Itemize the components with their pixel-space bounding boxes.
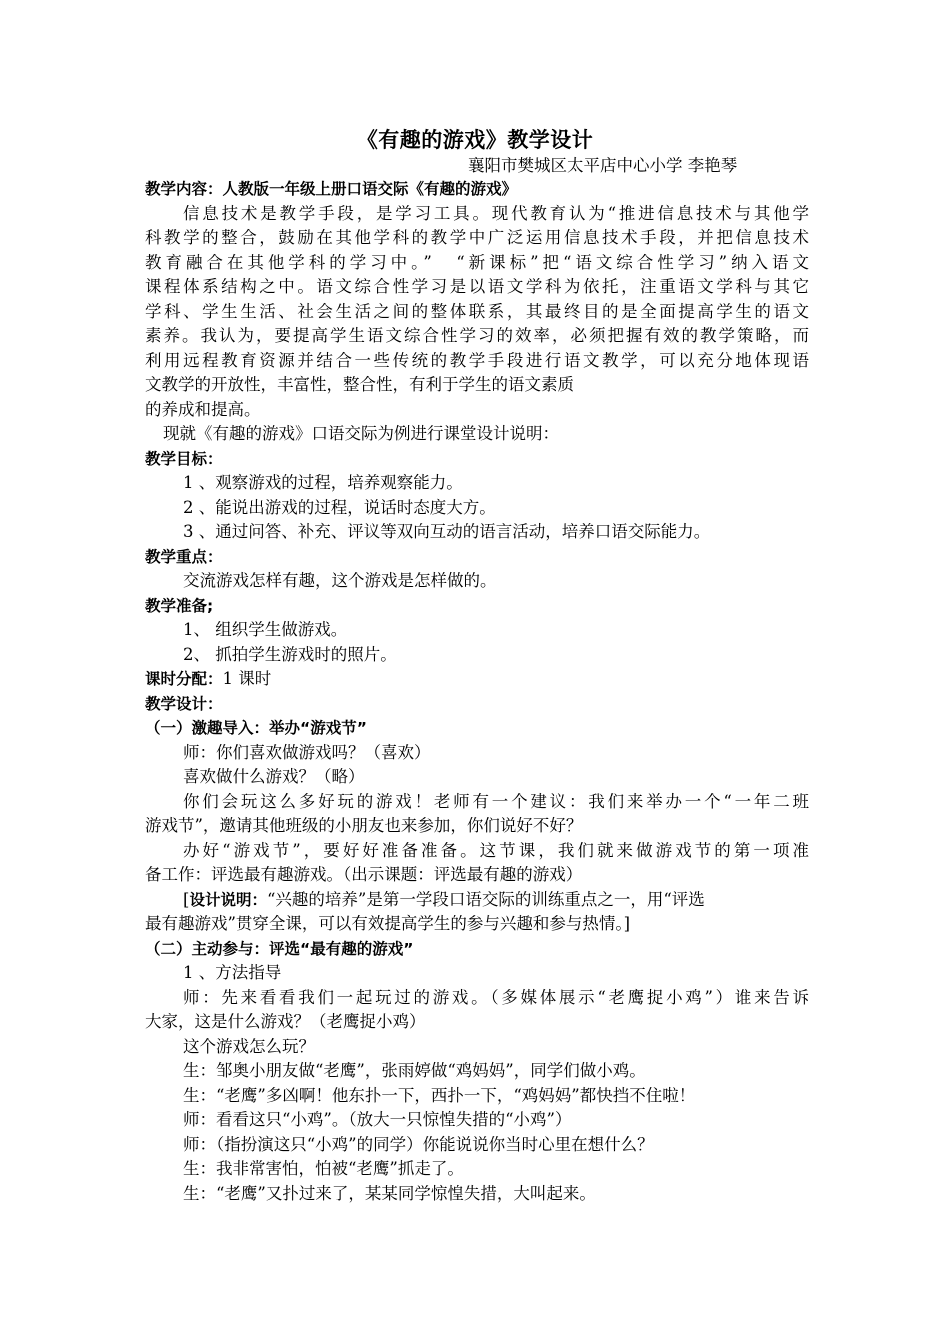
dialogue-line: 你们会玩这么多好玩的游戏！老师有一个建议：我们来举办一个“一年二班 xyxy=(183,791,809,811)
note-text: “兴趣的培养”是第一学段口语交际的训练重点之一，用“评选 xyxy=(266,889,705,909)
dialogue-line: 师：先来看看我们一起玩过的游戏。（多媒体展示“老鹰捉小鸡”）谁来告诉 xyxy=(183,987,809,1007)
design-note xyxy=(145,888,809,913)
intro-line: 科教学的整合，鼓励在其他学科的教学中广泛运用信息技术手段，并把信息技术 xyxy=(145,228,809,247)
section1-heading: （一）激趣导入：举办“游戏节” xyxy=(145,719,367,737)
document-title: 《有趣的游戏》教学设计 xyxy=(356,128,594,152)
intro-line: 的养成和提高。 xyxy=(145,399,261,419)
prep-item: 2、 抓拍学生游戏时的照片。 xyxy=(183,644,397,664)
intro-line: 信息技术是教学手段，是学习工具。现代教育认为“推进信息技术与其他学 xyxy=(183,203,809,223)
intro-transition: 现就《有趣的游戏》口语交际为例进行课堂设计说明： xyxy=(163,424,559,443)
goals-heading: 教学目标： xyxy=(145,449,223,468)
dialogue-line: 办好“游戏节”，要好好准备准备。这节课，我们就来做游戏节的第一项准 xyxy=(183,840,809,860)
author-line: 襄阳市樊城区太平店中心小学 李艳琴 xyxy=(468,156,738,175)
dialogue-line: 大家，这是什么游戏？（老鹰捉小鸡） xyxy=(145,1012,426,1031)
hours-label: 课时分配： xyxy=(145,670,223,688)
focus-heading: 教学重点： xyxy=(145,547,223,566)
dialogue-line: 生：“老鹰”多凶啊！他东扑一下，西扑一下，“鸡妈妈”都快挡不住啦！ xyxy=(183,1085,696,1105)
document-body xyxy=(145,177,809,1206)
dialogue-line: 游戏节”，邀请其他班级的小朋友也来参加，你们说好不好？ xyxy=(145,816,583,835)
dialogue-line: 师：（指扮演这只“小鸡”的同学）你能说说你当时心里在想什么？ xyxy=(183,1134,654,1154)
content-heading: 教学内容：人教版一年级上册口语交际《有趣的游戏》 xyxy=(145,180,518,198)
goal-item: 1 、观察游戏的过程，培养观察能力。 xyxy=(183,473,463,492)
focus-text: 交流游戏怎样有趣，这个游戏是怎样做的。 xyxy=(183,571,497,590)
dialogue-line: 这个游戏怎么玩？ xyxy=(183,1036,315,1056)
dialogue-line: 1 、方法指导 xyxy=(183,963,282,982)
dialogue-line: 生：邹奥小朋友做“老鹰”，张雨婷做“鸡妈妈”，同学们做小鸡。 xyxy=(183,1061,646,1080)
dialogue-line: 备工作：评选最有趣游戏。（出示课题：评选最有趣的游戏） xyxy=(145,865,583,884)
dialogue-line: 喜欢做什么游戏？（略） xyxy=(183,767,365,786)
intro-line: 学科、学生生活、社会生活之间的整体联系，其最终目的是全面提高学生的语文 xyxy=(145,301,809,321)
note-bracket: [ xyxy=(183,889,190,909)
design-heading: 教学设计： xyxy=(145,694,223,713)
dialogue-line: 生：我非常害怕，怕被“老鹰”抓走了。 xyxy=(183,1159,464,1178)
hours-value: 1 课时 xyxy=(222,669,272,688)
prep-item: 1、 组织学生做游戏。 xyxy=(183,620,348,639)
intro-line: 文教学的开放性，丰富性，整合性，有利于学生的语文素质 xyxy=(145,375,574,394)
goal-item: 2 、能说出游戏的过程，说话时态度大方。 xyxy=(183,497,496,517)
goal-item: 3 、通过问答、补充、评议等双向互动的语言活动，培养口语交际能力。 xyxy=(183,522,711,541)
prep-heading: 教学准备; xyxy=(145,596,214,615)
design-note-cont: 最有趣游戏”贯穿全课，可以有效提高学生的参与兴趣和参与热情。] xyxy=(145,914,631,933)
intro-line: 素养。我认为，要提高学生语文综合性学习的效率，必须把握有效的教学策略，而 xyxy=(145,326,809,345)
intro-line: 课程体系结构之中。语文综合性学习是以语文学科为依托，注重语文学科与其它 xyxy=(145,277,809,296)
section2-heading: （二）主动参与：评选“最有趣的游戏” xyxy=(145,939,414,958)
hours-line xyxy=(145,667,809,692)
intro-line: 利用远程教育资源并结合一些传统的教学手段进行语文教学，可以充分地体现语 xyxy=(145,350,809,370)
note-label: 设计说明： xyxy=(189,890,267,909)
dialogue-line: 生：“老鹰”又扑过来了，某某同学惊惶失措，大叫起来。 xyxy=(183,1183,596,1203)
dialogue-line: 师：看看这只“小鸡”。（放大一只惊惶失措的“小鸡”） xyxy=(183,1110,572,1129)
dialogue-line: 师：你们喜欢做游戏吗？（喜欢） xyxy=(183,742,431,762)
intro-line: 教育融合在其他学科的学习中。” “新课标”把“语文综合性学习”纳入语文 xyxy=(145,252,809,272)
